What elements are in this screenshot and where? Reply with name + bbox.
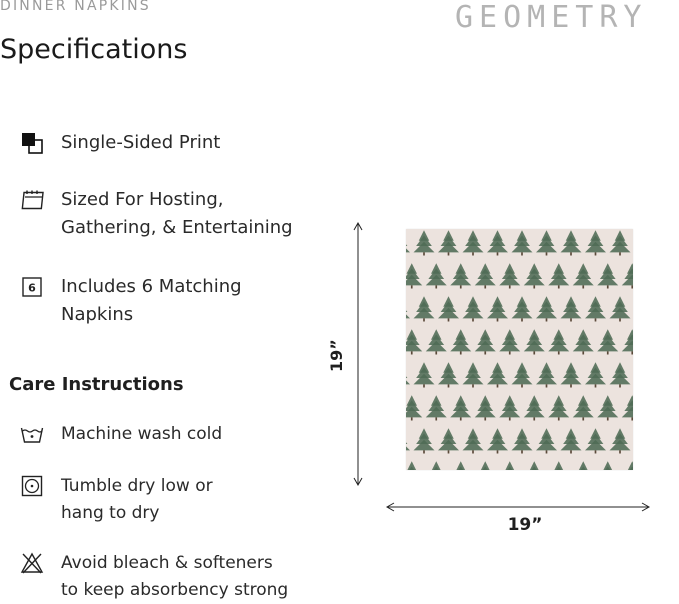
pine-tree-motif <box>536 362 557 387</box>
eyebrow-category: DINNER NAPKINS <box>0 0 151 14</box>
pine-tree-motif <box>610 296 631 321</box>
pine-tree-motif <box>610 428 631 453</box>
care-label: Avoid bleach & softeners to keep absorbency strong <box>61 553 289 600</box>
pine-tree-motif <box>463 362 484 387</box>
feature-label: Includes 6 Matching Napkins <box>61 276 242 325</box>
pine-tree-motif <box>524 461 545 470</box>
pine-tree-motif <box>450 329 471 354</box>
pine-tree-motif <box>450 395 471 420</box>
feature-label: Single-Sided Print <box>61 132 221 153</box>
pine-tree-motif <box>585 230 606 255</box>
pine-tree-motif <box>450 461 471 470</box>
pine-tree-motif <box>561 362 582 387</box>
pine-tree-motif <box>438 296 459 321</box>
feature-single-sided <box>20 129 220 157</box>
pine-tree-motif <box>548 395 569 420</box>
pine-tree-motif <box>573 263 594 288</box>
pine-tree-motif <box>463 230 484 255</box>
pine-tree-motif <box>414 428 435 453</box>
pine-tree-motif <box>450 263 471 288</box>
pine-tree-motif <box>438 362 459 387</box>
no-bleach-icon <box>20 551 44 575</box>
pine-tree-motif <box>548 263 569 288</box>
pine-tree-pattern <box>406 229 633 470</box>
svg-text:6: 6 <box>28 281 36 295</box>
feature-label: Sized For Hosting, Gathering, & Entertaining <box>61 189 293 238</box>
pine-tree-motif <box>536 428 557 453</box>
pine-tree-motif <box>622 461 633 470</box>
pine-tree-motif <box>487 230 508 255</box>
pine-tree-motif <box>499 263 520 288</box>
width-label: 19” <box>507 515 543 535</box>
pine-tree-motif <box>585 428 606 453</box>
pine-tree-motif <box>561 296 582 321</box>
pine-tree-motif <box>524 263 545 288</box>
pine-tree-motif <box>426 263 447 288</box>
pine-tree-motif <box>622 329 633 354</box>
pine-tree-motif <box>414 296 435 321</box>
care-instructions-heading: Care Instructions <box>9 374 184 395</box>
pine-tree-motif <box>597 329 618 354</box>
pine-tree-motif <box>622 263 633 288</box>
care-item-dry <box>20 473 213 527</box>
pine-tree-motif <box>512 230 533 255</box>
pine-tree-motif <box>561 230 582 255</box>
care-label: Machine wash cold <box>61 424 223 444</box>
care-label: Tumble dry low or hang to dry <box>61 476 213 523</box>
width-dimension-arrow <box>385 497 651 517</box>
pine-tree-motif <box>487 296 508 321</box>
pine-tree-motif <box>426 395 447 420</box>
pine-tree-motif <box>597 263 618 288</box>
pine-tree-motif <box>548 329 569 354</box>
pine-tree-motif <box>512 296 533 321</box>
pine-tree-motif <box>414 230 435 255</box>
tumble-dry-low-icon <box>20 474 44 498</box>
pine-tree-motif <box>610 230 631 255</box>
calendar-icon <box>20 188 44 212</box>
pine-tree-motif <box>475 461 496 470</box>
pine-tree-motif <box>406 329 422 354</box>
pine-tree-motif <box>536 230 557 255</box>
page-title: Specifications <box>0 34 188 65</box>
pine-tree-motif <box>406 395 422 420</box>
pine-tree-motif <box>406 461 422 470</box>
pine-tree-motif <box>548 461 569 470</box>
pine-tree-motif <box>463 428 484 453</box>
pine-tree-motif <box>499 329 520 354</box>
pine-tree-motif <box>622 395 633 420</box>
pine-tree-motif <box>573 329 594 354</box>
pine-tree-motif <box>438 428 459 453</box>
pine-tree-motif <box>463 296 484 321</box>
brand-logo: GEOMETRY <box>455 0 648 35</box>
pine-tree-motif <box>475 395 496 420</box>
pine-tree-motif <box>561 428 582 453</box>
pine-tree-motif <box>512 428 533 453</box>
pine-tree-motif <box>573 395 594 420</box>
care-item-bleach <box>20 550 288 604</box>
pine-tree-motif <box>406 296 410 321</box>
pine-tree-motif <box>426 461 447 470</box>
pine-tree-motif <box>406 428 410 453</box>
pine-tree-motif <box>475 263 496 288</box>
pine-tree-motif <box>499 395 520 420</box>
pine-tree-motif <box>536 296 557 321</box>
pine-tree-motif <box>406 230 410 255</box>
pine-tree-motif <box>610 362 631 387</box>
napkin-image <box>406 229 633 470</box>
feature-sized-for-hosting <box>20 186 293 242</box>
pine-tree-motif <box>524 395 545 420</box>
pine-tree-motif <box>512 362 533 387</box>
machine-wash-cold-icon <box>20 422 44 446</box>
pine-tree-motif <box>585 362 606 387</box>
pine-tree-motif <box>426 329 447 354</box>
number-six-icon <box>20 275 44 299</box>
pine-tree-motif <box>573 461 594 470</box>
pine-tree-motif <box>585 296 606 321</box>
single-sided-print-icon <box>20 131 44 155</box>
care-item-wash <box>20 421 222 448</box>
pine-tree-motif <box>487 362 508 387</box>
pine-tree-motif <box>438 230 459 255</box>
pine-tree-motif <box>499 461 520 470</box>
pine-tree-motif <box>487 428 508 453</box>
pine-tree-motif <box>597 461 618 470</box>
height-label: 19” <box>327 339 346 372</box>
feature-includes-six <box>20 273 242 329</box>
pine-tree-motif <box>597 395 618 420</box>
pine-tree-motif <box>524 329 545 354</box>
pine-tree-motif <box>406 263 422 288</box>
pine-tree-motif <box>406 362 410 387</box>
pine-tree-motif <box>414 362 435 387</box>
pine-tree-motif <box>475 329 496 354</box>
